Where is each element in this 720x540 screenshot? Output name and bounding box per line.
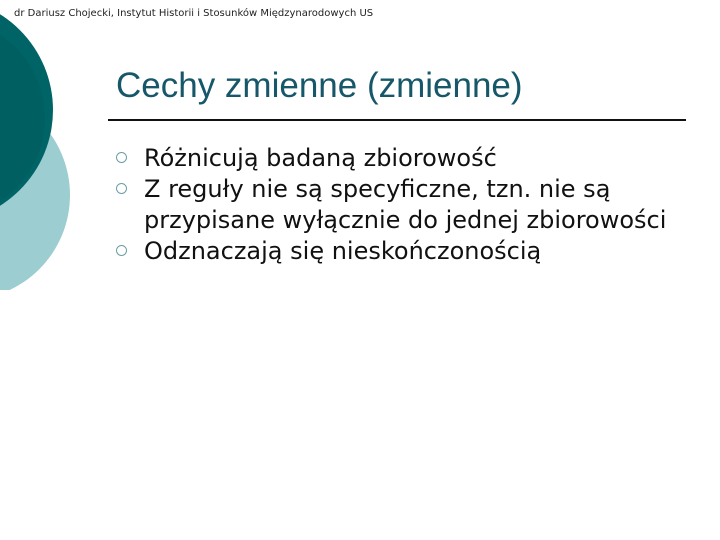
title-divider [108,119,686,121]
circle-bullet-icon [116,152,127,163]
bullet-item [116,174,696,236]
bullet-text: Z reguły nie są specyficzne, tzn. nie są przypisane wyłącznie do jednej zbiorowości [144,175,667,234]
slide-title: Cechy zmienne (zmienne) [116,66,523,105]
header-note: dr Dariusz Chojecki, Instytut Historii i Stosunków Międzynarodowych US [14,8,374,19]
bullet-item [116,143,696,174]
decorative-circles [0,0,90,290]
circle-bullet-icon [116,245,127,256]
circle-bullet-icon [116,183,127,194]
bullet-list [116,143,696,267]
bullet-text: Różnicują badaną zbiorowość [144,144,497,172]
bullet-item [116,236,696,267]
bullet-text: Odznaczają się nieskończonością [144,237,542,265]
